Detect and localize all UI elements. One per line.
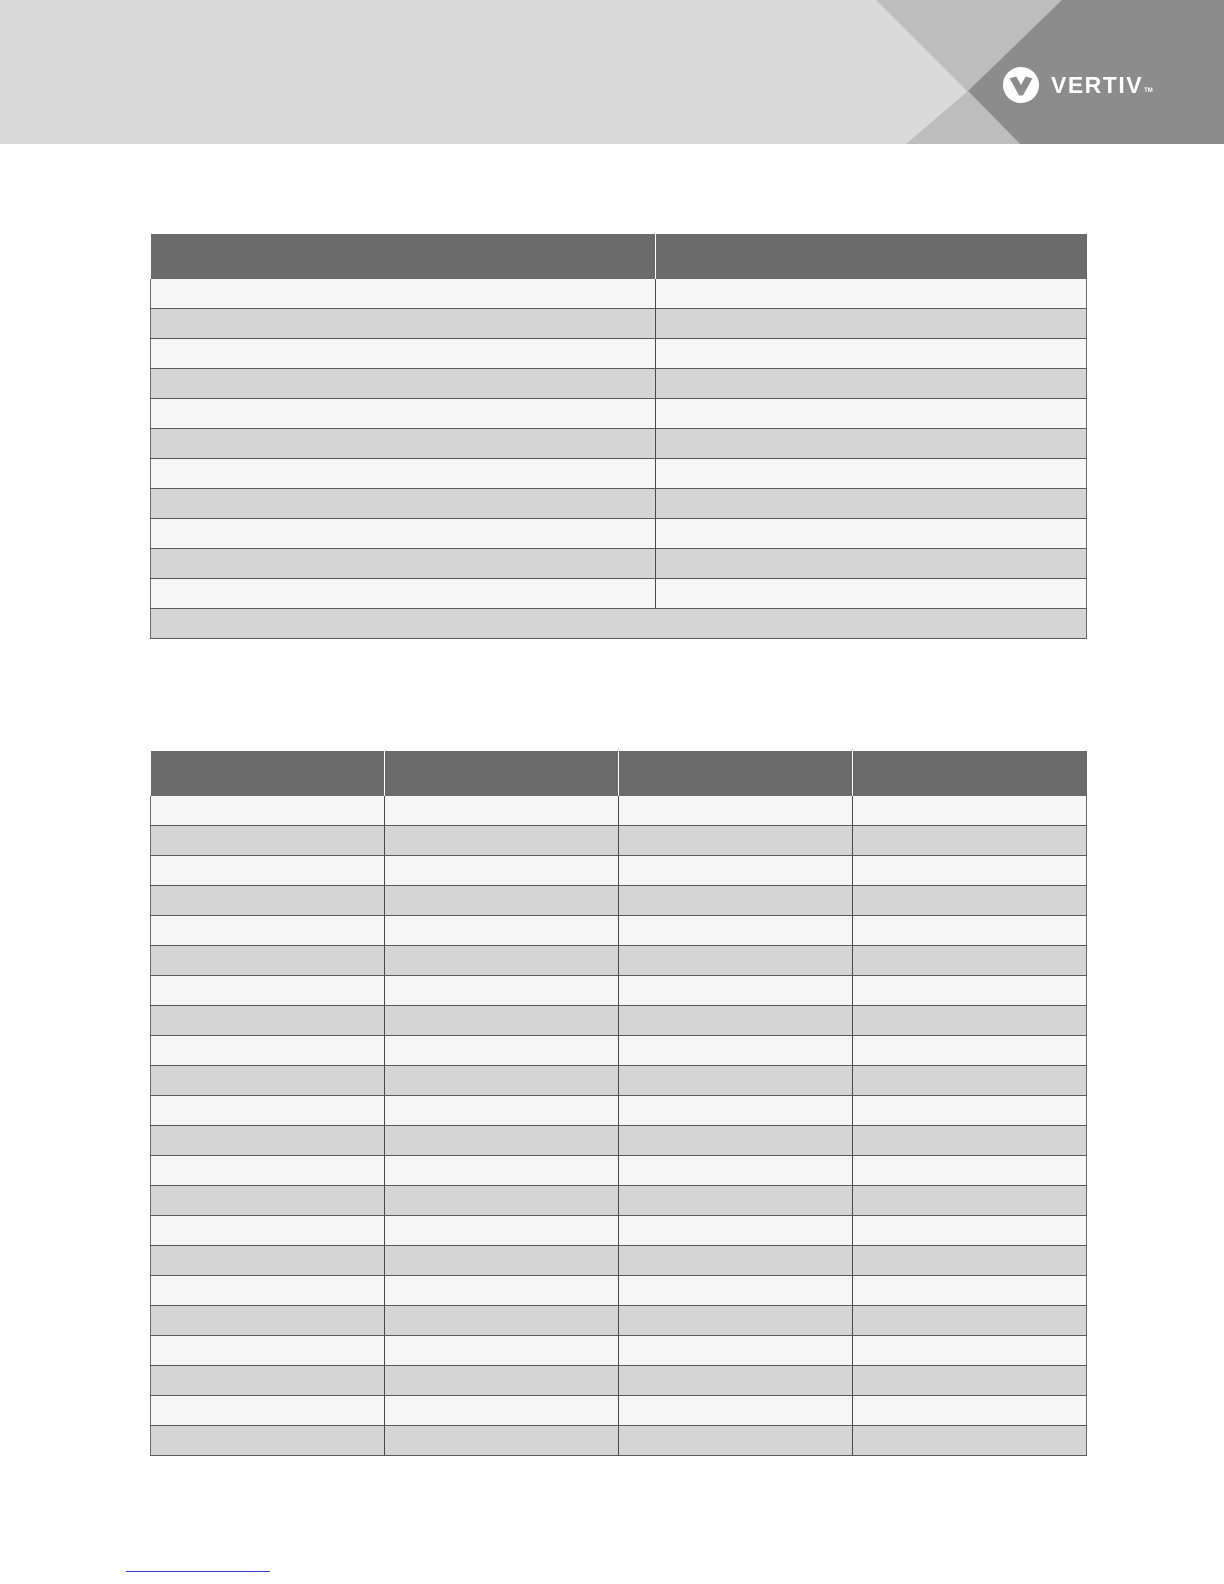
table-cell bbox=[385, 1366, 619, 1396]
table-cell bbox=[853, 1126, 1087, 1156]
table-cell bbox=[619, 1276, 853, 1306]
table-cell bbox=[619, 976, 853, 1006]
table-cell bbox=[656, 459, 1087, 489]
table-cell bbox=[656, 309, 1087, 339]
table-cell bbox=[151, 1126, 385, 1156]
table-row bbox=[151, 1276, 1087, 1306]
table-cell bbox=[853, 1186, 1087, 1216]
table-cell bbox=[619, 1216, 853, 1246]
table-cell bbox=[619, 886, 853, 916]
table-cell bbox=[151, 1336, 385, 1366]
table-header-row bbox=[151, 234, 1087, 279]
table-cell bbox=[853, 1336, 1087, 1366]
table-cell bbox=[151, 826, 385, 856]
footer-link-underline[interactable] bbox=[126, 1571, 270, 1572]
table-cell bbox=[656, 429, 1087, 459]
table-row bbox=[151, 1156, 1087, 1186]
table-cell bbox=[619, 946, 853, 976]
table-cell bbox=[853, 1036, 1087, 1066]
table-cell bbox=[853, 886, 1087, 916]
table-cell bbox=[385, 1216, 619, 1246]
table-cell bbox=[619, 1156, 853, 1186]
table-cell bbox=[853, 1156, 1087, 1186]
table-cell bbox=[853, 826, 1087, 856]
table-cell bbox=[385, 1186, 619, 1216]
table-cell bbox=[151, 1366, 385, 1396]
table-cell bbox=[619, 856, 853, 886]
table-cell bbox=[385, 946, 619, 976]
table-row bbox=[151, 1036, 1087, 1066]
table-cell bbox=[656, 489, 1087, 519]
table-cell bbox=[619, 1186, 853, 1216]
table-cell bbox=[853, 1216, 1087, 1246]
table-cell bbox=[385, 796, 619, 826]
table-cell bbox=[151, 1216, 385, 1246]
table-cell bbox=[151, 1156, 385, 1186]
table-row bbox=[151, 1066, 1087, 1096]
table-cell bbox=[385, 916, 619, 946]
table-cell bbox=[151, 886, 385, 916]
table-cell bbox=[151, 309, 656, 339]
table-row bbox=[151, 1126, 1087, 1156]
table-cell bbox=[619, 1336, 853, 1366]
table-cell bbox=[385, 1276, 619, 1306]
table-row bbox=[151, 549, 1087, 579]
table-cell bbox=[385, 826, 619, 856]
table-cell bbox=[853, 916, 1087, 946]
table-cell bbox=[385, 976, 619, 1006]
table-cell bbox=[853, 1306, 1087, 1336]
table-row bbox=[151, 1306, 1087, 1336]
table-cell bbox=[619, 1066, 853, 1096]
table-cell bbox=[619, 1096, 853, 1126]
table-cell bbox=[656, 549, 1087, 579]
table-cell bbox=[385, 1396, 619, 1426]
page-header-band bbox=[0, 0, 1224, 144]
table-cell bbox=[619, 796, 853, 826]
trademark-mark: TM bbox=[1144, 88, 1153, 94]
column-header bbox=[151, 751, 385, 796]
table-cell bbox=[385, 1066, 619, 1096]
table-cell bbox=[619, 1246, 853, 1276]
table-cell bbox=[151, 1066, 385, 1096]
table-cell bbox=[151, 916, 385, 946]
vertiv-chevron-logo-icon bbox=[1002, 66, 1040, 104]
table-cell bbox=[385, 1306, 619, 1336]
table-cell bbox=[619, 1006, 853, 1036]
table-row bbox=[151, 369, 1087, 399]
column-header bbox=[656, 234, 1087, 279]
table-cell bbox=[151, 489, 656, 519]
table-row bbox=[151, 279, 1087, 309]
table-cell bbox=[385, 1006, 619, 1036]
table-row bbox=[151, 1366, 1087, 1396]
table-cell bbox=[151, 796, 385, 826]
table-row bbox=[151, 1006, 1087, 1036]
table-cell bbox=[385, 1126, 619, 1156]
table-cell bbox=[853, 1396, 1087, 1426]
table-row bbox=[151, 339, 1087, 369]
table-cell bbox=[151, 579, 656, 609]
table-cell bbox=[151, 1306, 385, 1336]
table-cell bbox=[853, 946, 1087, 976]
table-cell bbox=[385, 1336, 619, 1366]
table-cell bbox=[151, 519, 656, 549]
table-cell bbox=[385, 856, 619, 886]
table-cell bbox=[619, 916, 853, 946]
table-cell bbox=[656, 519, 1087, 549]
table-row bbox=[151, 976, 1087, 1006]
table-cell bbox=[619, 1396, 853, 1426]
table-cell bbox=[656, 579, 1087, 609]
table-cell bbox=[385, 886, 619, 916]
table-cell bbox=[619, 1306, 853, 1336]
column-header bbox=[385, 751, 619, 796]
table-cell bbox=[151, 459, 656, 489]
table-cell bbox=[151, 399, 656, 429]
table-cell bbox=[853, 1096, 1087, 1126]
table-row bbox=[151, 579, 1087, 609]
table-header-row bbox=[151, 751, 1087, 796]
table-row bbox=[151, 1336, 1087, 1366]
column-header bbox=[151, 234, 656, 279]
table-row bbox=[151, 856, 1087, 886]
table-cell bbox=[151, 339, 656, 369]
table-cell bbox=[853, 1366, 1087, 1396]
table-cell bbox=[151, 1036, 385, 1066]
table-cell bbox=[853, 1246, 1087, 1276]
table-cell bbox=[385, 1246, 619, 1276]
table-cell bbox=[619, 1036, 853, 1066]
table-row bbox=[151, 1246, 1087, 1276]
table-row bbox=[151, 886, 1087, 916]
table-cell bbox=[151, 1096, 385, 1126]
table-cell bbox=[385, 1426, 619, 1456]
table-cell bbox=[656, 279, 1087, 309]
column-header bbox=[619, 751, 853, 796]
spec-table-1 bbox=[150, 234, 1087, 639]
table-cell bbox=[853, 1066, 1087, 1096]
table-cell bbox=[853, 1426, 1087, 1456]
table-cell bbox=[853, 1276, 1087, 1306]
table-row bbox=[151, 1426, 1087, 1456]
table-row bbox=[151, 429, 1087, 459]
table-row bbox=[151, 826, 1087, 856]
table-cell bbox=[151, 369, 656, 399]
table-footer-row bbox=[151, 609, 1087, 639]
table-cell bbox=[853, 1006, 1087, 1036]
table-cell bbox=[151, 279, 656, 309]
table-row bbox=[151, 916, 1087, 946]
table-row bbox=[151, 399, 1087, 429]
table-row bbox=[151, 489, 1087, 519]
table-cell bbox=[853, 856, 1087, 886]
table-cell bbox=[656, 399, 1087, 429]
table-cell bbox=[151, 1426, 385, 1456]
table-cell bbox=[151, 549, 656, 579]
table-cell bbox=[619, 1366, 853, 1396]
table-cell bbox=[151, 976, 385, 1006]
table-cell bbox=[151, 429, 656, 459]
table-row bbox=[151, 1096, 1087, 1126]
table-cell bbox=[619, 1426, 853, 1456]
table-cell bbox=[656, 339, 1087, 369]
table-cell bbox=[151, 1246, 385, 1276]
table-cell bbox=[151, 1186, 385, 1216]
table-cell bbox=[385, 1096, 619, 1126]
table-cell bbox=[656, 369, 1087, 399]
spec-table-2 bbox=[150, 751, 1087, 1456]
table-row bbox=[151, 1396, 1087, 1426]
table-row bbox=[151, 519, 1087, 549]
table-row bbox=[151, 309, 1087, 339]
table-cell bbox=[619, 826, 853, 856]
vertiv-logo bbox=[1002, 66, 1153, 104]
table-row bbox=[151, 1186, 1087, 1216]
table-cell bbox=[151, 946, 385, 976]
table-cell bbox=[385, 1156, 619, 1186]
table-row bbox=[151, 1216, 1087, 1246]
table-row bbox=[151, 459, 1087, 489]
brand-name: VERTIV bbox=[1051, 72, 1144, 98]
table-row bbox=[151, 796, 1087, 826]
table-cell bbox=[385, 1036, 619, 1066]
table-cell bbox=[853, 976, 1087, 1006]
column-header bbox=[853, 751, 1087, 796]
table-cell bbox=[151, 1006, 385, 1036]
table-cell bbox=[151, 1396, 385, 1426]
table-row bbox=[151, 946, 1087, 976]
table-cell bbox=[853, 796, 1087, 826]
table-cell bbox=[151, 856, 385, 886]
table-cell bbox=[151, 1276, 385, 1306]
table-footnote-cell bbox=[151, 609, 1087, 639]
table-cell bbox=[619, 1126, 853, 1156]
